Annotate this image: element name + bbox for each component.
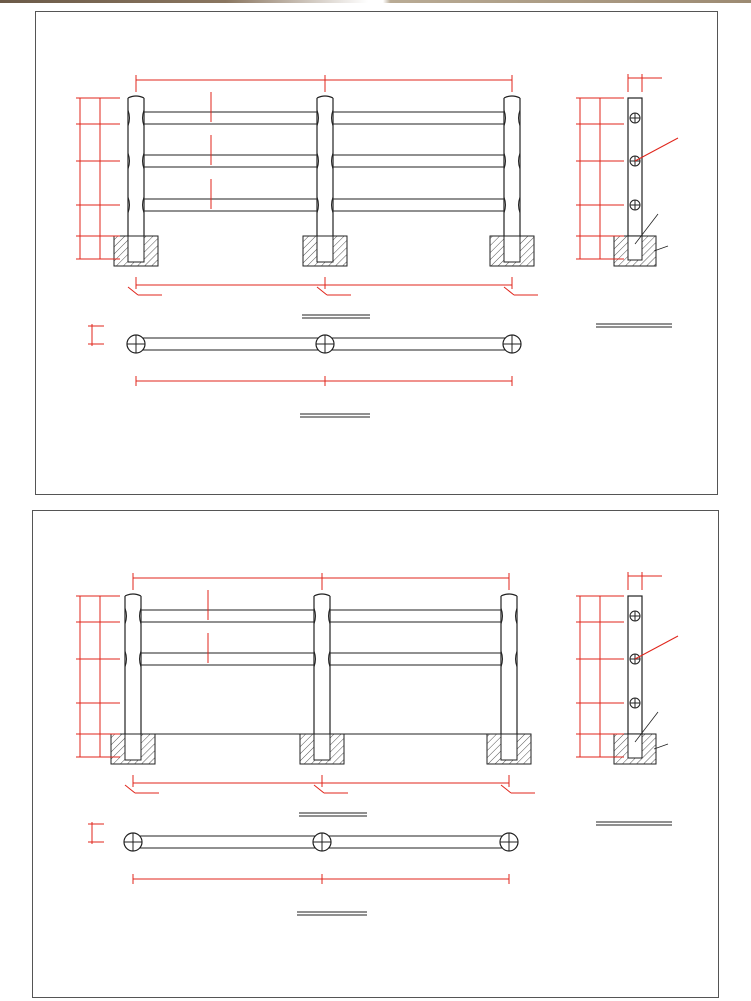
post-notch (128, 110, 144, 126)
post-notch (317, 197, 333, 213)
post (128, 96, 144, 236)
post (314, 594, 330, 734)
post-notch (125, 608, 141, 624)
post (125, 594, 141, 734)
post-embed (125, 734, 141, 760)
post-notch (501, 608, 517, 624)
post-embed (128, 236, 144, 262)
post-notch (504, 153, 520, 169)
post-embed (317, 236, 333, 262)
post-embed (501, 734, 517, 760)
post-notch (128, 153, 144, 169)
post-notch (504, 110, 520, 126)
post-embed (314, 734, 330, 760)
post-notch (317, 153, 333, 169)
side-post-embed (628, 236, 642, 260)
post-notch (317, 110, 333, 126)
post-notch (128, 197, 144, 213)
post-notch (314, 608, 330, 624)
post (317, 96, 333, 236)
post-notch (125, 651, 141, 667)
post (501, 594, 517, 734)
post (504, 96, 520, 236)
post-notch (314, 651, 330, 667)
post-notch (501, 651, 517, 667)
post-embed (504, 236, 520, 262)
side-post-embed (628, 734, 642, 758)
post-notch (504, 197, 520, 213)
